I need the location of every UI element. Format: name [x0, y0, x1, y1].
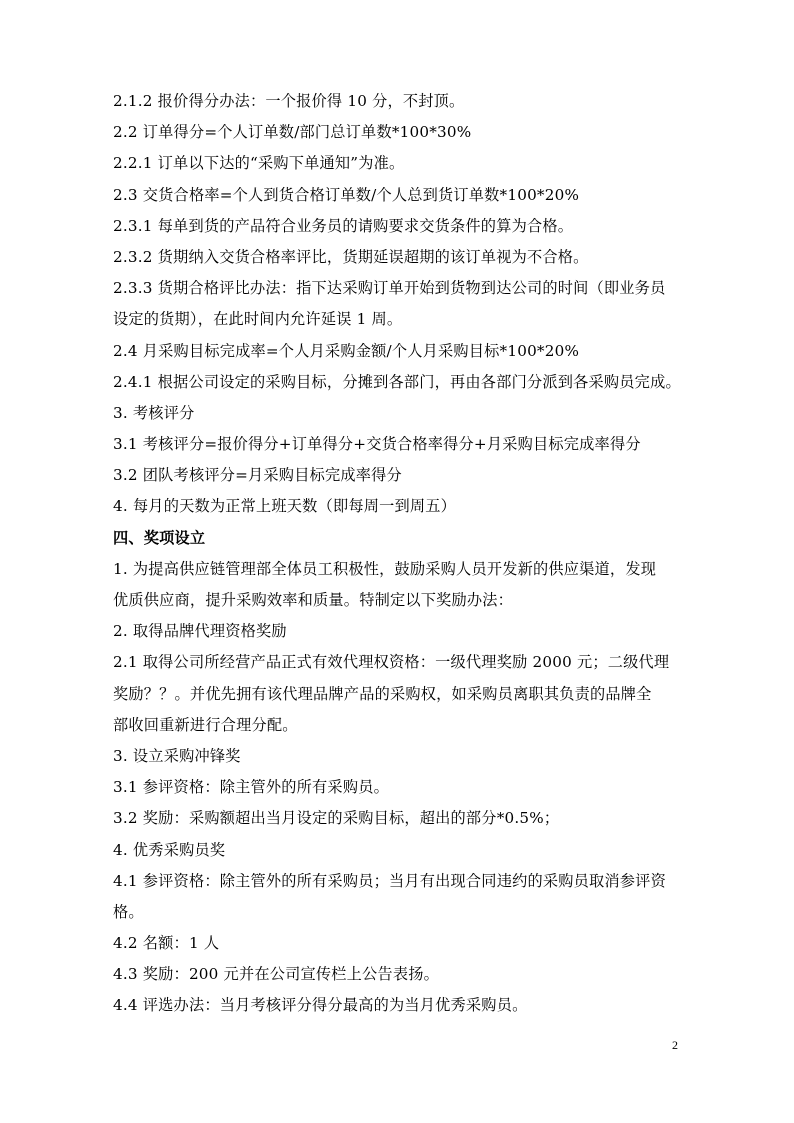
text-line: 4.1 参评资格：除主管外的所有采购员；当月有出现合同违约的采购员取消参评资 — [113, 871, 666, 890]
text-line: 3. 考核评分 — [113, 403, 195, 422]
text-line: 2. 取得品牌代理资格奖励 — [113, 622, 287, 641]
section-heading: 四、奖项设立 — [113, 528, 206, 547]
text-line: 设定的货期），在此时间内允许延误 1 周。 — [113, 310, 403, 329]
text-line: 4. 优秀采购员奖 — [113, 840, 226, 859]
text-line: 1. 为提高供应链管理部全体员工积极性，鼓励采购人员开发新的供应渠道，发现 — [113, 559, 657, 578]
text-line: 3.1 考核评分=报价得分+订单得分+交货合格率得分+月采购目标完成率得分 — [113, 435, 641, 454]
text-line: 2.3 交货合格率=个人到货合格订单数/个人总到货订单数*100*20% — [113, 185, 580, 204]
text-line: 2.1.2 报价得分办法：一个报价得 10 分，不封顶。 — [113, 92, 465, 110]
text-line: 3.2 奖励：采购额超出当月设定的采购目标，超出的部分*0.5%； — [113, 809, 560, 828]
text-line: 2.3.2 货期纳入交货合格率评比，货期延误超期的该订单视为不合格。 — [113, 247, 589, 266]
page-number: 2 — [672, 1038, 678, 1052]
document-body — [113, 86, 693, 1022]
text-line: 3. 设立采购冲锋奖 — [113, 746, 241, 765]
text-line: 格。 — [113, 902, 144, 921]
text-line: 奖励？？。并优先拥有该代理品牌产品的采购权，如采购员离职其负责的品牌全 — [113, 684, 652, 703]
text-line: 2.1 取得公司所经营产品正式有效代理权资格：一级代理奖励 2000 元；二级代理 — [113, 653, 670, 672]
text-line: 2.4.1 根据公司设定的采购目标，分摊到各部门，再由各部门分派到各采购员完成。 — [113, 372, 681, 391]
text-line: 4.4 评选办法：当月考核评分得分最高的为当月优秀采购员。 — [113, 996, 528, 1015]
text-line: 优质供应商，提升采购效率和质量。特制定以下奖励办法： — [113, 591, 514, 609]
text-line: 4.3 奖励：200 元并在公司宣传栏上公告表扬。 — [113, 965, 439, 984]
text-line: 2.2 订单得分=个人订单数/部门总订单数*100*30% — [113, 123, 472, 142]
text-line: 部收回重新进行合理分配。 — [113, 715, 298, 734]
text-line: 3.1 参评资格：除主管外的所有采购员。 — [113, 778, 389, 797]
text-line: 3.2 团队考核评分=月采购目标完成率得分 — [113, 466, 402, 485]
text-line: 2.4 月采购目标完成率=个人月采购金额/个人月采购目标*100*20% — [113, 341, 580, 360]
text-line: 2.2.1 订单以下达的“采购下单通知”为准。 — [113, 154, 405, 173]
text-line: 4. 每月的天数为正常上班天数（即每周一到周五） — [113, 497, 457, 516]
text-line: 2.3.3 货期合格评比办法：指下达采购订单开始到货物到达公司的时间（即业务员 — [113, 279, 666, 298]
text-line: 4.2 名额：1 人 — [113, 934, 220, 953]
text-line: 2.3.1 每单到货的产品符合业务员的请购要求交货条件的算为合格。 — [113, 216, 574, 235]
